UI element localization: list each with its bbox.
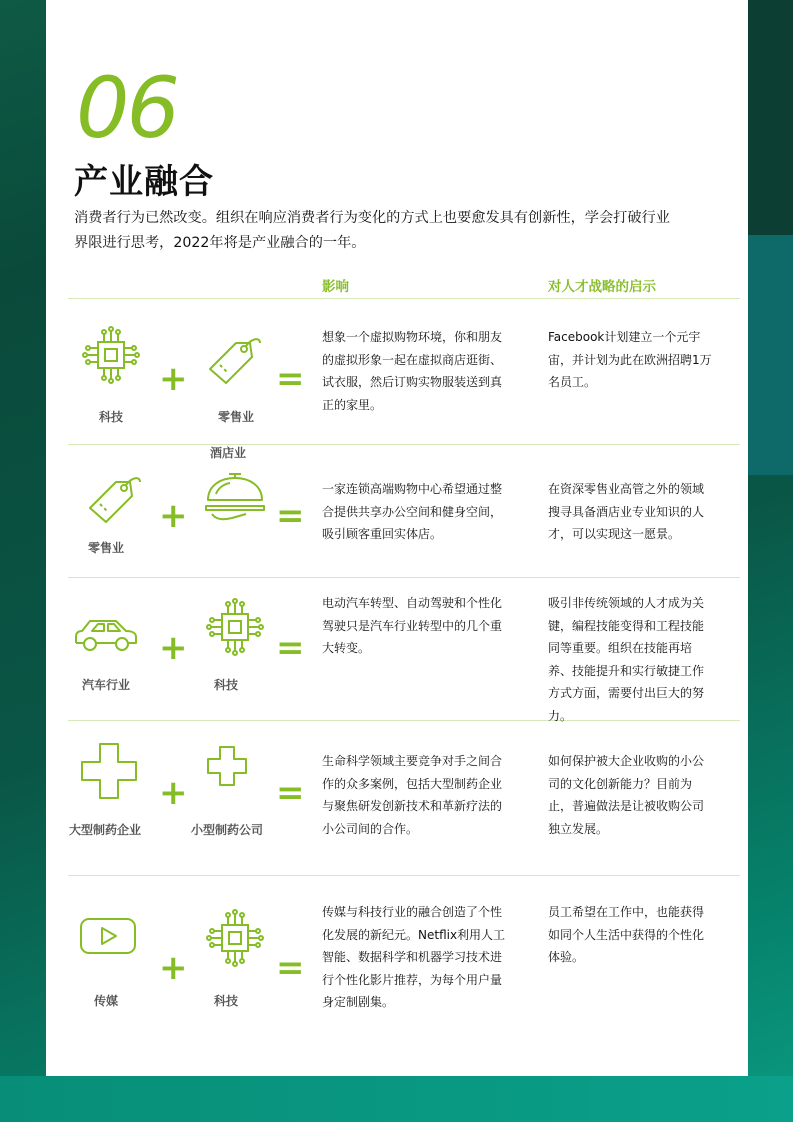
talent-text: 吸引非传统领域的人才成为关键，编程技能变得和工程技能同等重要。组织在技能再培养、技能提升和实行敏捷工作方式方面，需要付出巨大的努力。: [548, 596, 705, 723]
background-band-top: [748, 0, 793, 235]
divider: [68, 444, 740, 445]
section-number: 06: [76, 59, 177, 157]
divider: [68, 577, 740, 578]
food-cloche-icon: [202, 468, 268, 524]
plus-operator: +: [159, 948, 188, 988]
section-title: 产业融合: [74, 162, 214, 202]
divider: [68, 875, 740, 876]
chip-icon: [82, 326, 140, 384]
right-industry-label: 小型制药公司: [190, 823, 263, 837]
plus-operator: +: [159, 773, 188, 813]
price-tag-icon: [206, 331, 264, 387]
chip-icon: [206, 909, 264, 967]
right-industry-label: 科技: [213, 994, 238, 1008]
background-band-bottom: [0, 1076, 793, 1122]
equals-operator: =: [276, 359, 305, 399]
right-industry-label: 零售业: [217, 410, 254, 424]
chip-icon: [206, 598, 264, 656]
background-band-teal: [748, 235, 793, 475]
plus-operator: +: [159, 496, 188, 536]
left-industry-label: 零售业: [87, 541, 124, 555]
right-industry-label: 酒店业: [209, 446, 246, 460]
car-icon: [72, 615, 140, 655]
plus-operator: +: [159, 628, 188, 668]
impact-column-header: 影响: [322, 279, 349, 295]
divider: [68, 298, 740, 299]
talent-text: 如何保护被大企业收购的小公司的文化创新能力？目前为止，普遍做法是让被收购公司独立发展。: [548, 754, 705, 836]
left-industry-label: 汽车行业: [81, 678, 130, 692]
impact-text: 想象一个虚拟购物环境，你和朋友的虚拟形象一起在虚拟商店逛街、试衣服，然后订购实物服装送到真正的家里。: [322, 330, 503, 412]
equals-operator: =: [276, 628, 305, 668]
impact-text: 一家连锁高端购物中心希望通过整合提供共享办公空间和健身空间，吸引顾客重回实体店。: [322, 482, 503, 541]
video-play-icon: [79, 917, 137, 955]
section-intro: 消费者行为已然改变。组织在响应消费者行为变化的方式上也要愈发具有创新性，学会打破行业界限进行思考，2022年将是产业融合的一年。: [74, 210, 670, 251]
price-tag-icon: [86, 470, 144, 526]
impact-text: 电动汽车转型、自动驾驶和个性化驾驶只是汽车行业转型中的几个重大转变。: [322, 596, 503, 655]
left-industry-label: 传媒: [93, 994, 118, 1008]
large-medical-cross-icon: [80, 742, 138, 800]
equals-operator: =: [276, 773, 305, 813]
impact-text: 传媒与科技行业的融合创造了个性化发展的新纪元。Netflix利用人工智能、数据科学和机器学习技术进行个性化影片推荐，为每个用户量身定制剧集。: [322, 905, 506, 1009]
left-industry-label: 大型制药企业: [68, 823, 141, 837]
talent-text: 员工希望在工作中，也能获得如同个人生活中获得的个性化体验。: [548, 905, 705, 964]
impact-text: 生命科学领域主要竞争对手之间合作的众多案例，包括大型制药企业与聚焦研发创新技术和革新疗法的小公司间的合作。: [322, 754, 503, 836]
left-industry-label: 科技: [98, 410, 123, 424]
content-card: [46, 0, 748, 1076]
equals-operator: =: [276, 948, 305, 988]
talent-column-header: 对人才战略的启示: [548, 279, 656, 295]
talent-text: 在资深零售业高管之外的领域搜寻具备酒店业专业知识的人才，可以实现这一愿景。: [548, 482, 705, 541]
equals-operator: =: [276, 496, 305, 536]
small-medical-cross-icon: [206, 745, 248, 787]
right-industry-label: 科技: [213, 678, 238, 692]
plus-operator: +: [159, 359, 188, 399]
talent-text: Facebook计划建立一个元宇宙，并计划为此在欧洲招聘1万名员工。: [548, 330, 712, 389]
